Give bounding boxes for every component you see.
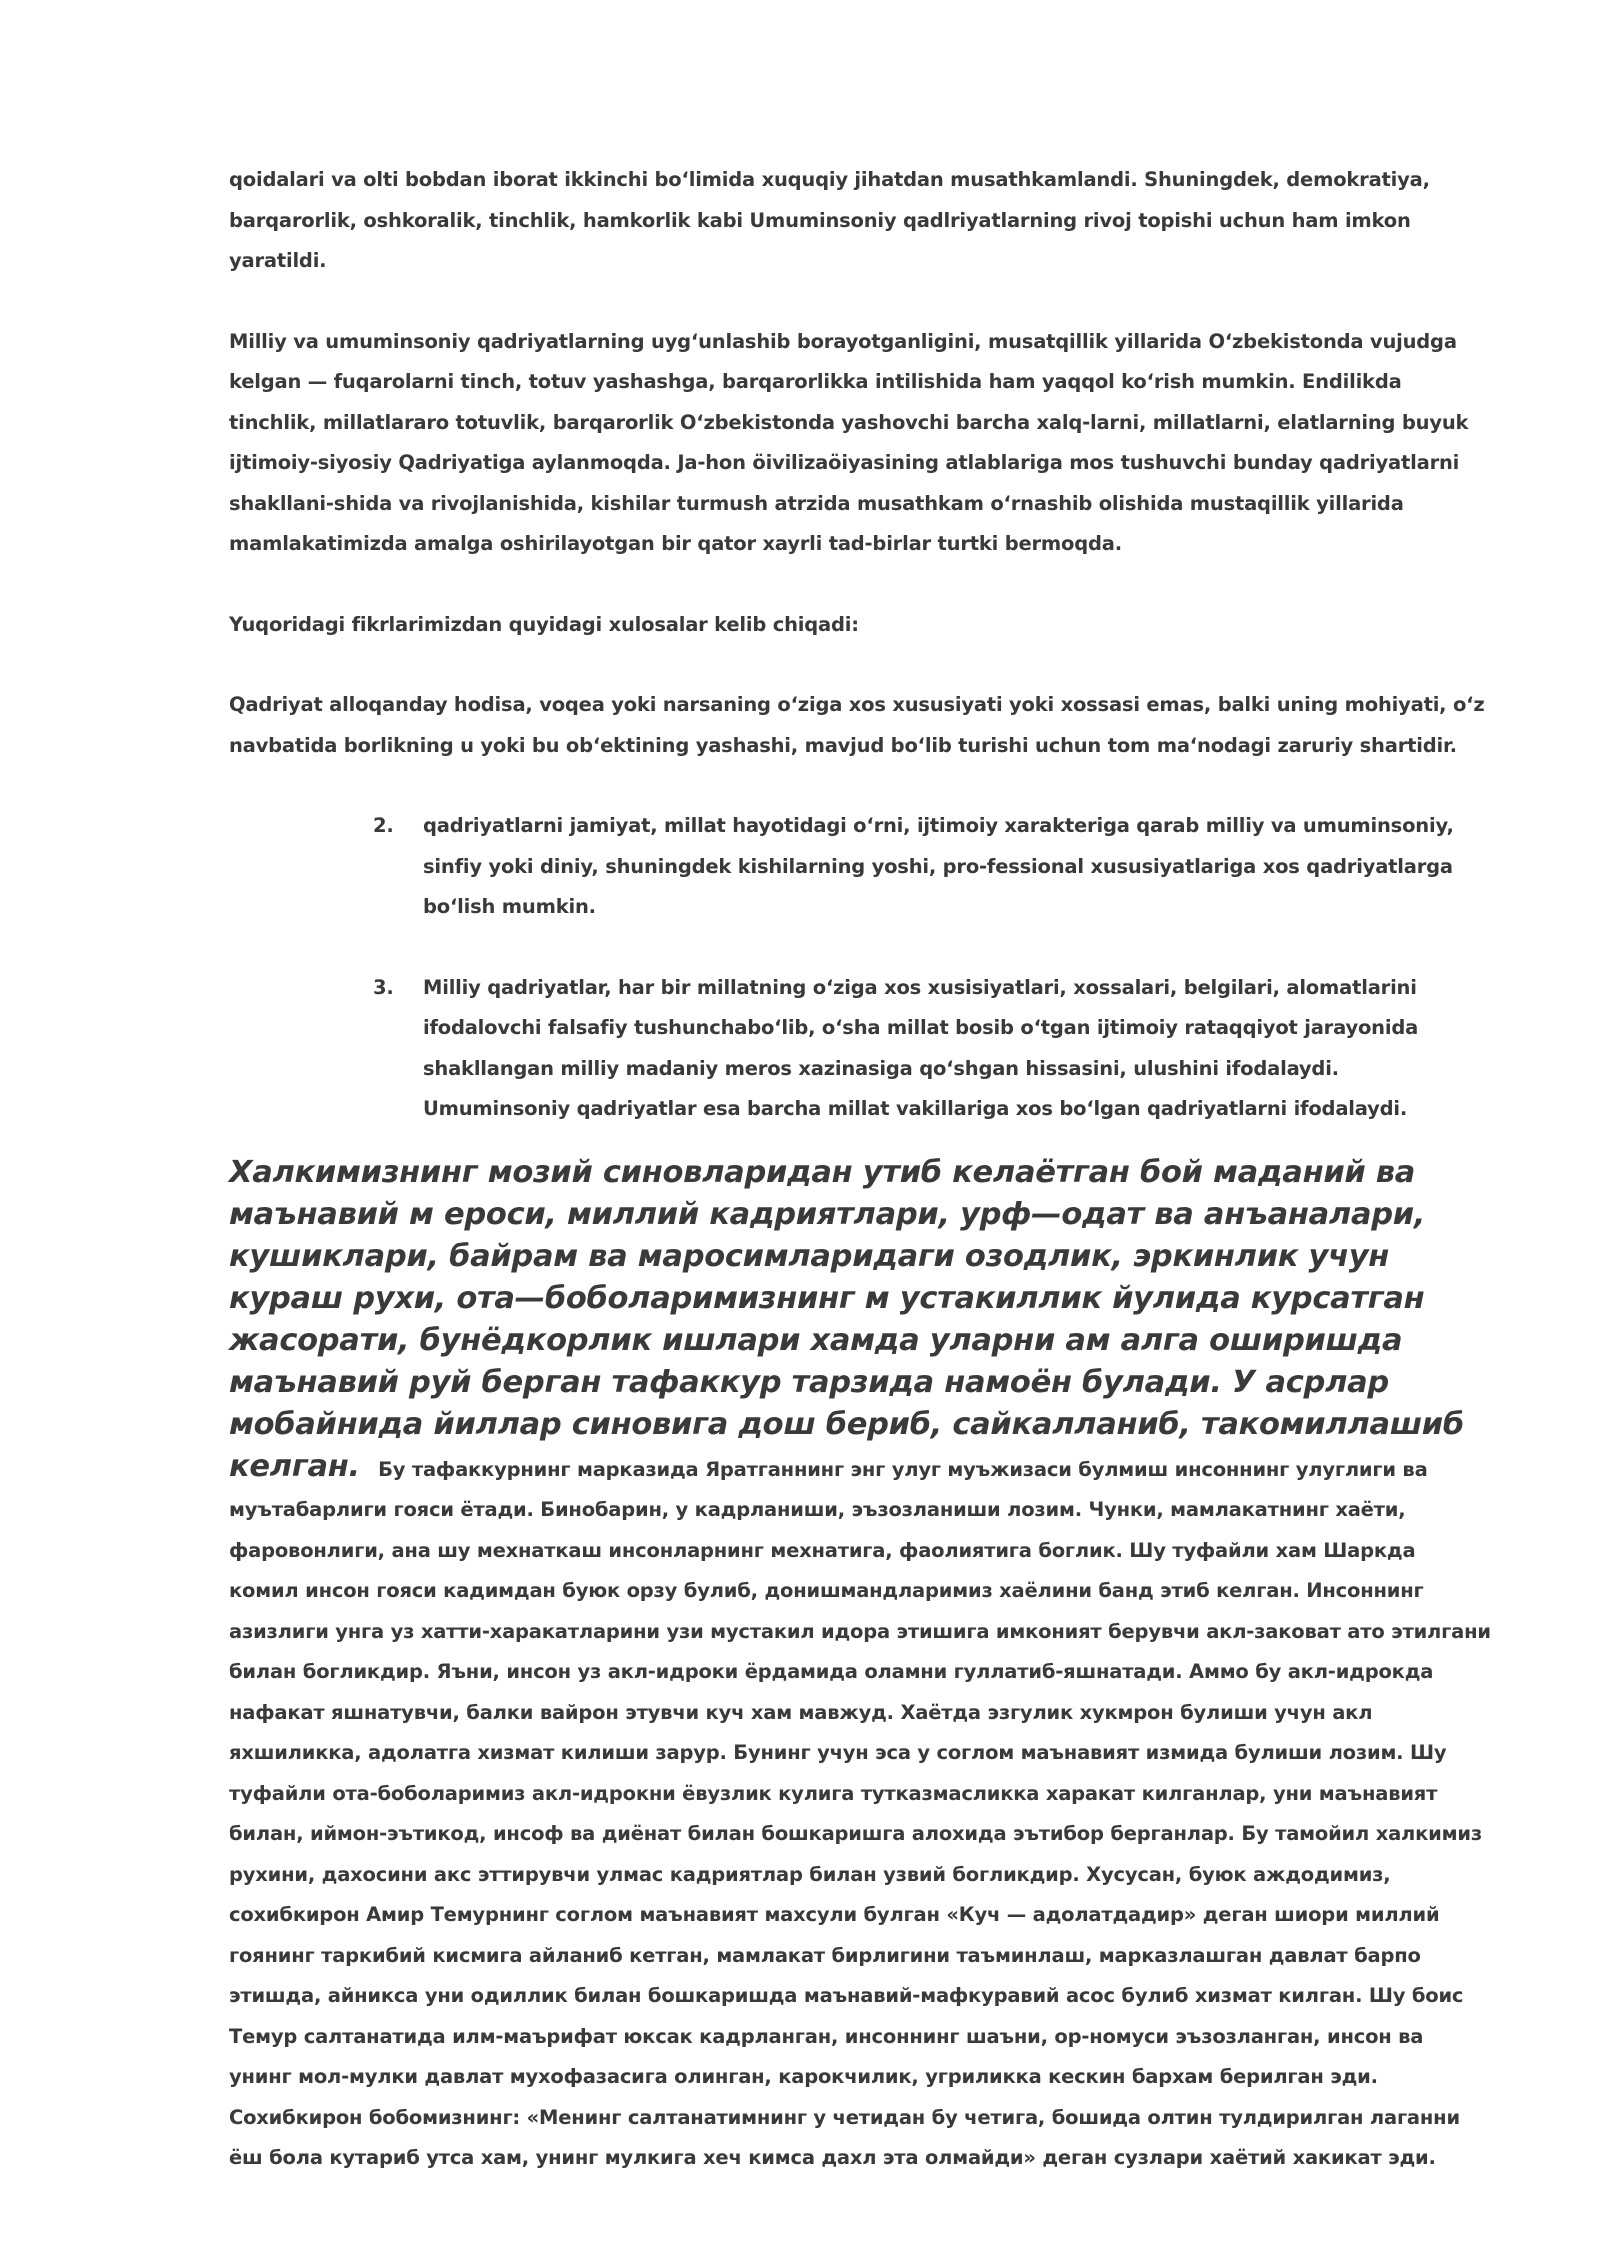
paragraph-1: qoidalari va olti bobdan iborat ikkinchi bo‘limida xuquqiy jihatdan musathkamlandi. Shuningdek, demokratiya, barqarorlik, oshkoralik, tinchlik, hamkorlik kabi Umuminsoniy qadlriyatlarning rivoj topishi uchun ham imkon yaratildi. (229, 168, 1430, 272)
section-heading: Халкимизнинг мозий синовларидан утиб келаётган бой маданий ва маънавий м ероси, миллий кадриятлари, урф—одат ва анъаналари, кушиклари, байрам ва маросимларидаги озодлик, эркинлик учун кураш рухи, ота—боболаримизнинг м устакиллик йулида курсатган жасорати, бунёдкорлик ишлари хамда уларни ам алга оширишда маънавий руй берган тафаккур тарзида намоён булади. У асрлар мобайнида йиллар синовига дош бериб, сайкалланиб, такомиллашиб келган. (229, 1154, 1464, 1484)
cyrillic-section (229, 1152, 1491, 2179)
list-item-number: 3. (373, 975, 394, 999)
document-page (229, 160, 1491, 2179)
list-item-text: qadriyatlarni jamiyat, millat hayotidagi o‘rni, ijtimoiy xarakteriga qarab milliy va umuminsoniy, sinfiy yoki diniy, shuningdek kishilarning yoshi, pro-fessional xususiyatlariga xos qadriyatlarga bo‘lish mumkin. (423, 814, 1454, 918)
section-body (229, 1458, 1491, 2170)
list-item (229, 968, 1491, 1130)
section-body-text: Бу тафаккурнинг марказида Яратганнинг энг улуг муъжизаси булмиш инсоннинг улуглиги ва муътабарлиги гояси ётади. Бинобарин, у кадрланиши, эъзозланиши лозим. Чунки, мамлакатнинг хаёти, фаровонлиги, ана шу мехнаткаш инсонларнинг мехнатига, фаолиятига боглик. Шу туфайли хам Шаркда комил инсон гояси кадимдан буюк орзу булиб, донишмандларимиз хаёлини банд этиб келган. Инсоннинг азизлиги унга уз хатти-харакатларини узи мустакил идора этишига имконият берувчи акл-заковат ато этилгани билан богликдир. Яъни, инсон уз акл-идроки ёрдамида оламни гуллатиб-яшнатади. Аммо бу акл-идрокда нафакат яшнатувчи, балки вайрон этувчи куч хам мавжуд. Хаётда эзгулик хукмрон булиши учун акл яхшиликка, адолатга хизмат килиши зарур. Бунинг учун эса у соглом маънавият измида булиши лозим. Шу туфайли ота-боболаримиз акл-идрокни ёвузлик кулига тутказмасликка харакат килганлар, уни маънавият билан, иймон-эътикод, инсоф ва диёнат билан бошкаришга алохида эътибор берганлар. Бу тамойил халкимиз рухини, дахосини акс эттирувчи улмас кадриятлар билан узвий богликдир. Хусусан, буюк аждодимиз, сохибкирон Амир Темурнинг соглом маънавият махсули булган «Куч — адолатдадир» деган шиори миллий гоянинг таркибий кисмига айланиб кетган, мамлакат бирлигини таъминлаш, марказлашган давлат барпо этишда, айникса уни одиллик билан бошкаришда маънавий-мафкуравий асос булиб хизмат килган. Шу боис Темур салтанатида илм-маърифат юксак кадрланган, инсоннинг шаъни, ор-номуси эъзозланган, инсон ва унинг мол-мулки давлат мухофазасига олинган, карокчилик, угриликка кескин бархам берилган эди. Сохибкирон бобомизнинг: «Менинг салтанатимнинг у четидан бу четига, бошида олтин тулдирилган лаганни ёш бола кутариб утса хам, унинг мулкига хеч кимса дахл эта олмайди» деган сузлари хаётий хакикат эди. (229, 1457, 1491, 2169)
paragraph-4: Qadriyat alloqanday hodisa, voqea yoki narsaning o‘ziga xos xususiyati yoki xossasi emas, balki uning mohiyati, o‘z navbatida borlikning u yoki bu ob‘ektining yashashi, mavjud bo‘lib turishi uchun tom ma‘nodagi zaruriy shartidir. (229, 693, 1485, 757)
list-item-text: Milliy qadriyatlar, har bir millatning o‘ziga xos xusisiyatlari, xossalari, belgilari, alomatlarini ifodalovchi falsafiy tushunchabo‘lib, o‘sha millat bosib o‘tgan ijtimoiy rataqqiyot jarayonida shakllangan milliy madaniy meros xazinasiga qo‘shgan hissasini, ulushini ifodalaydi. Umuminsoniy qadriyatlar esa barcha millat vakillariga xos bo‘lgan qadriyatlarni ifodalaydi. (423, 975, 1419, 1120)
list-item-number: 2. (373, 814, 394, 837)
numbered-list (229, 806, 1491, 1130)
list-item (229, 806, 1491, 928)
paragraph-2: Milliy va umuminsoniy qadriyatlarning uyg‘unlashib borayotganligini, musatqillik yillarida O‘zbekistonda vujudga kelgan — fuqarolarni tinch, totuv yashashga, barqarorlikka intilishida ham yaqqol ko‘rish mumkin. Endilikda tinchlik, millatlararo totuvlik, barqarorlik O‘zbekistonda yashovchi barcha xalq-larni, millatlarni, elatlarning buyuk ijtimoiy-siyosiy Qadriyatiga aylanmoqda. Ja-hon öivilizaöiyasining atlablariga mos tushuvchi bunday qadriyatlarni shakllani-shida va rivojlanishida, kishilar turmush atrzida musathkam o‘rnashib olishida mustaqillik yillarida mamlakatimizda amalga oshirilayotgan bir qator xayrli tad-birlar turtki bermoqda. (229, 329, 1469, 555)
paragraph-3: Yuqoridagi fikrlarimizdan quyidagi xulosalar kelib chiqadi: (229, 612, 859, 636)
